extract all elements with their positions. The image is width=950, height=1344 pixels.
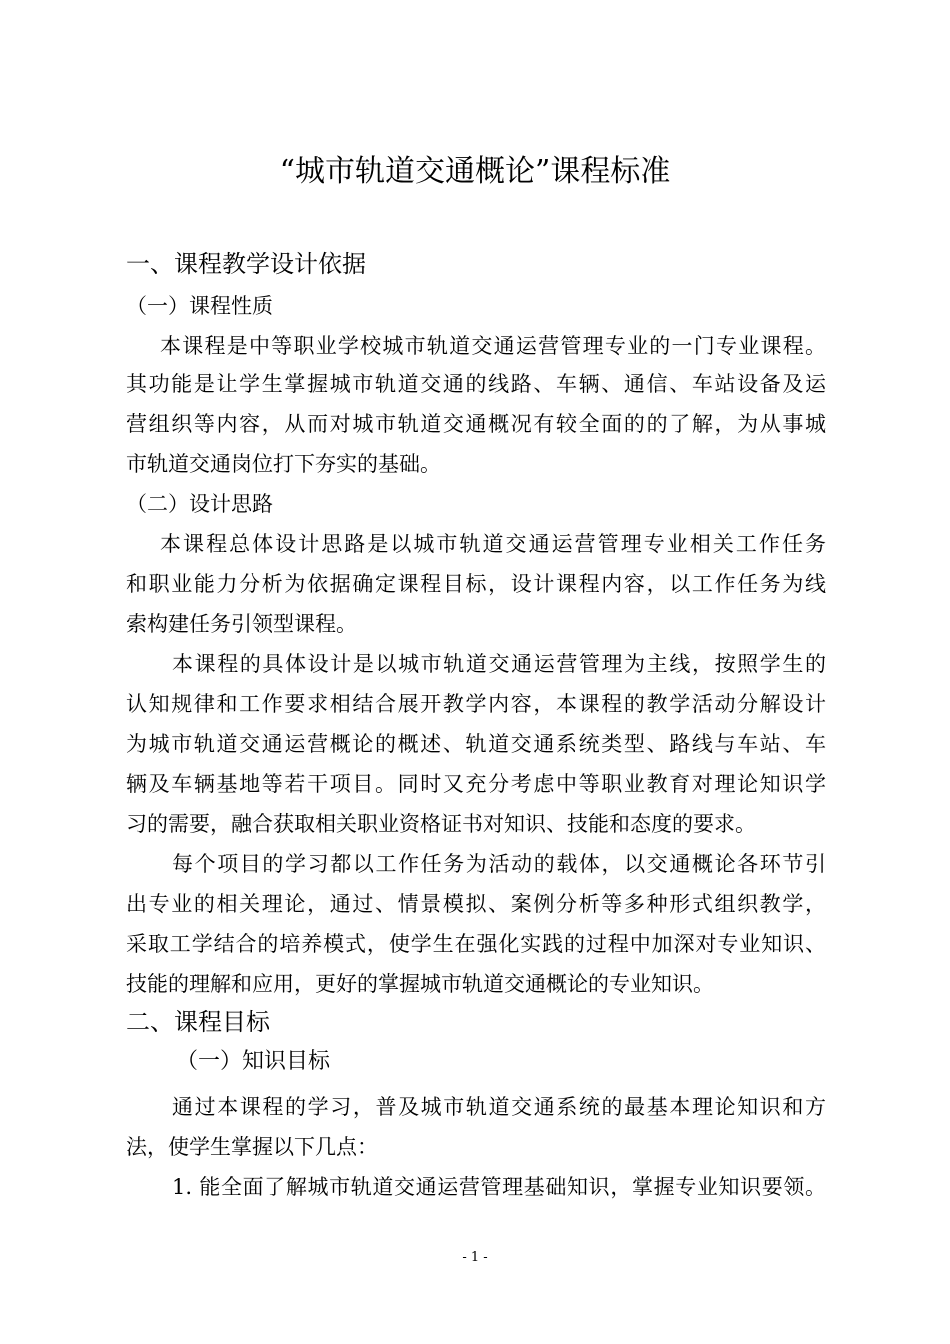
- paragraph-line: 习的需要，融合获取相关职业资格证书对知识、技能和态度的要求。: [126, 812, 756, 836]
- paragraph-line: 本课程的具体设计是以城市轨道交通运营管理为主线，按照学生的: [172, 652, 826, 676]
- paragraph-line: 其功能是让学生掌握城市轨道交通的线路、车辆、通信、车站设备及运: [126, 372, 826, 396]
- paragraph-line: 每个项目的学习都以工作任务为活动的载体，以交通概论各环节引: [172, 852, 826, 876]
- paragraph-line: 本课程是中等职业学校城市轨道交通运营管理专业的一门专业课程。: [160, 334, 826, 358]
- paragraph-line: 为城市轨道交通运营概论的概述、轨道交通系统类型、路线与车站、车: [126, 732, 826, 756]
- subsection-heading-knowledge: （一）知识目标: [176, 1049, 331, 1074]
- page-title: “城市轨道交通概论”课程标准: [279, 154, 671, 189]
- list-item-1: 1. 能全面了解城市轨道交通运营管理基础知识，掌握专业知识要领。: [172, 1175, 826, 1199]
- page-number: - 1 -: [462, 1250, 488, 1265]
- paragraph-line: 认知规律和工作要求相结合展开教学内容，本课程的教学活动分解设计: [126, 692, 826, 716]
- paragraph-line: 辆及车辆基地等若干项目。同时又充分考虑中等职业教育对理论知识学: [126, 772, 826, 796]
- paragraph-line: 本课程总体设计思路是以城市轨道交通运营管理专业相关工作任务: [160, 532, 826, 556]
- section-heading-2: 二、课程目标: [126, 1008, 270, 1036]
- paragraph-line: 出专业的相关理论，通过、情景模拟、案例分析等多种形式组织教学，: [126, 892, 826, 916]
- paragraph-line: 法，使学生掌握以下几点：: [126, 1135, 378, 1159]
- section-heading-1: 一、课程教学设计依据: [126, 250, 366, 278]
- paragraph-line: 索构建任务引领型课程。: [126, 612, 357, 636]
- subsection-heading-design: （二）设计思路: [126, 492, 273, 516]
- paragraph-line: 营组织等内容，从而对城市轨道交通概况有较全面的的了解，为从事城: [126, 412, 826, 436]
- paragraph-line: 通过本课程的学习，普及城市轨道交通系统的最基本理论知识和方: [172, 1095, 826, 1119]
- paragraph-line: 采取工学结合的培养模式，使学生在强化实践的过程中加深对专业知识、: [126, 932, 826, 956]
- paragraph-line: 技能的理解和应用，更好的掌握城市轨道交通概论的专业知识。: [126, 972, 714, 996]
- paragraph-line: 和职业能力分析为依据确定课程目标，设计课程内容，以工作任务为线: [126, 572, 826, 596]
- subsection-heading-nature: （一）课程性质: [126, 294, 273, 318]
- paragraph-line: 市轨道交通岗位打下夯实的基础。: [126, 452, 441, 476]
